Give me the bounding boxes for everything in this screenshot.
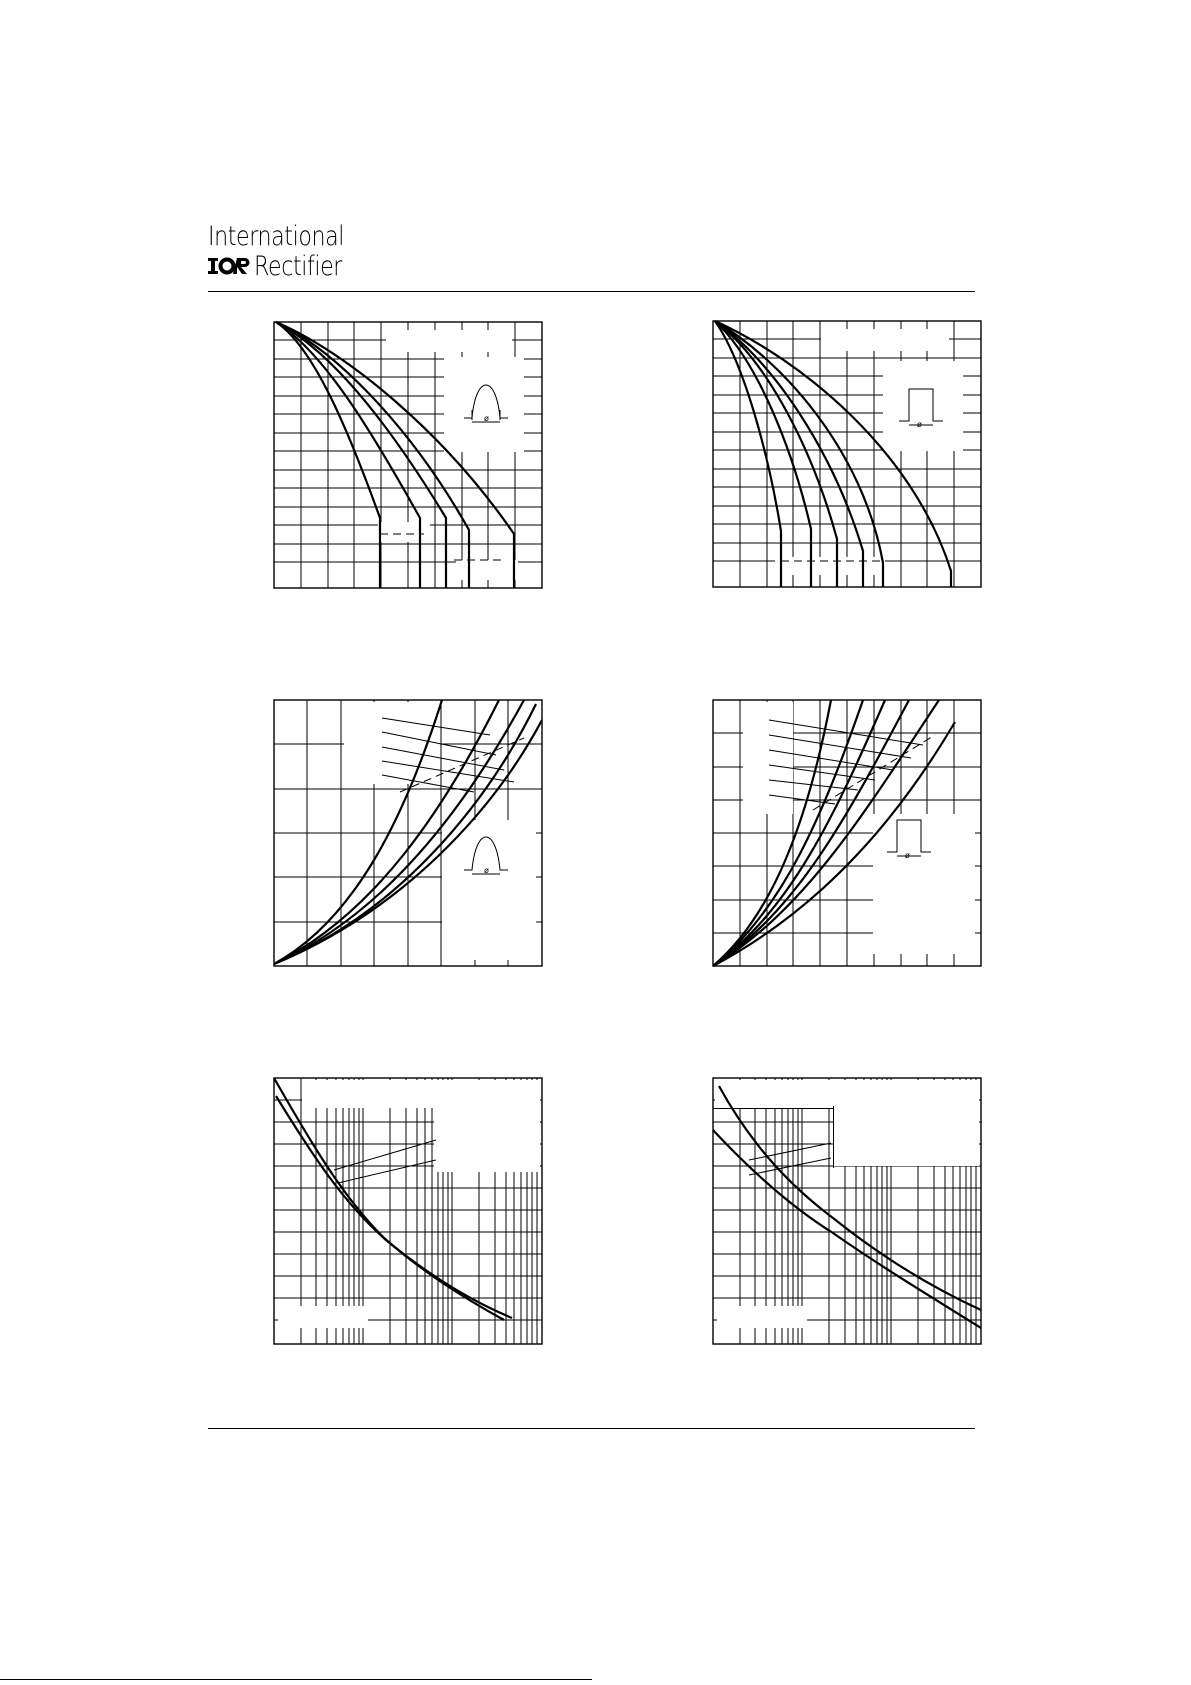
chart-2-curve-3 [715, 321, 837, 587]
chart-2-curves [715, 321, 951, 587]
chart-2 [713, 321, 981, 587]
svg-text:ø: ø [484, 414, 489, 423]
page-bottom-edge [0, 1679, 592, 1680]
header-rule [208, 291, 975, 292]
svg-text:ø: ø [905, 851, 910, 860]
chart-3 [274, 700, 542, 966]
chart-2-curve-1 [715, 321, 781, 587]
logo-text-international: International [208, 221, 344, 252]
svg-text:ø: ø [484, 866, 489, 875]
chart-1 [274, 322, 542, 588]
footer-rule [208, 1428, 975, 1429]
chart-6 [713, 1078, 981, 1344]
ior-logo-icon [208, 256, 252, 276]
logo-text-rectifier: Rectifier [254, 250, 342, 282]
chart-2-curve-6 [715, 321, 951, 587]
svg-text:ø: ø [917, 420, 922, 429]
company-logo [208, 222, 374, 280]
chart-2-curve-2 [715, 321, 811, 587]
chart-1-curve-2 [276, 322, 420, 588]
chart-5 [274, 1078, 542, 1344]
chart-4 [713, 700, 981, 966]
chart-1-curve-4 [276, 322, 469, 588]
